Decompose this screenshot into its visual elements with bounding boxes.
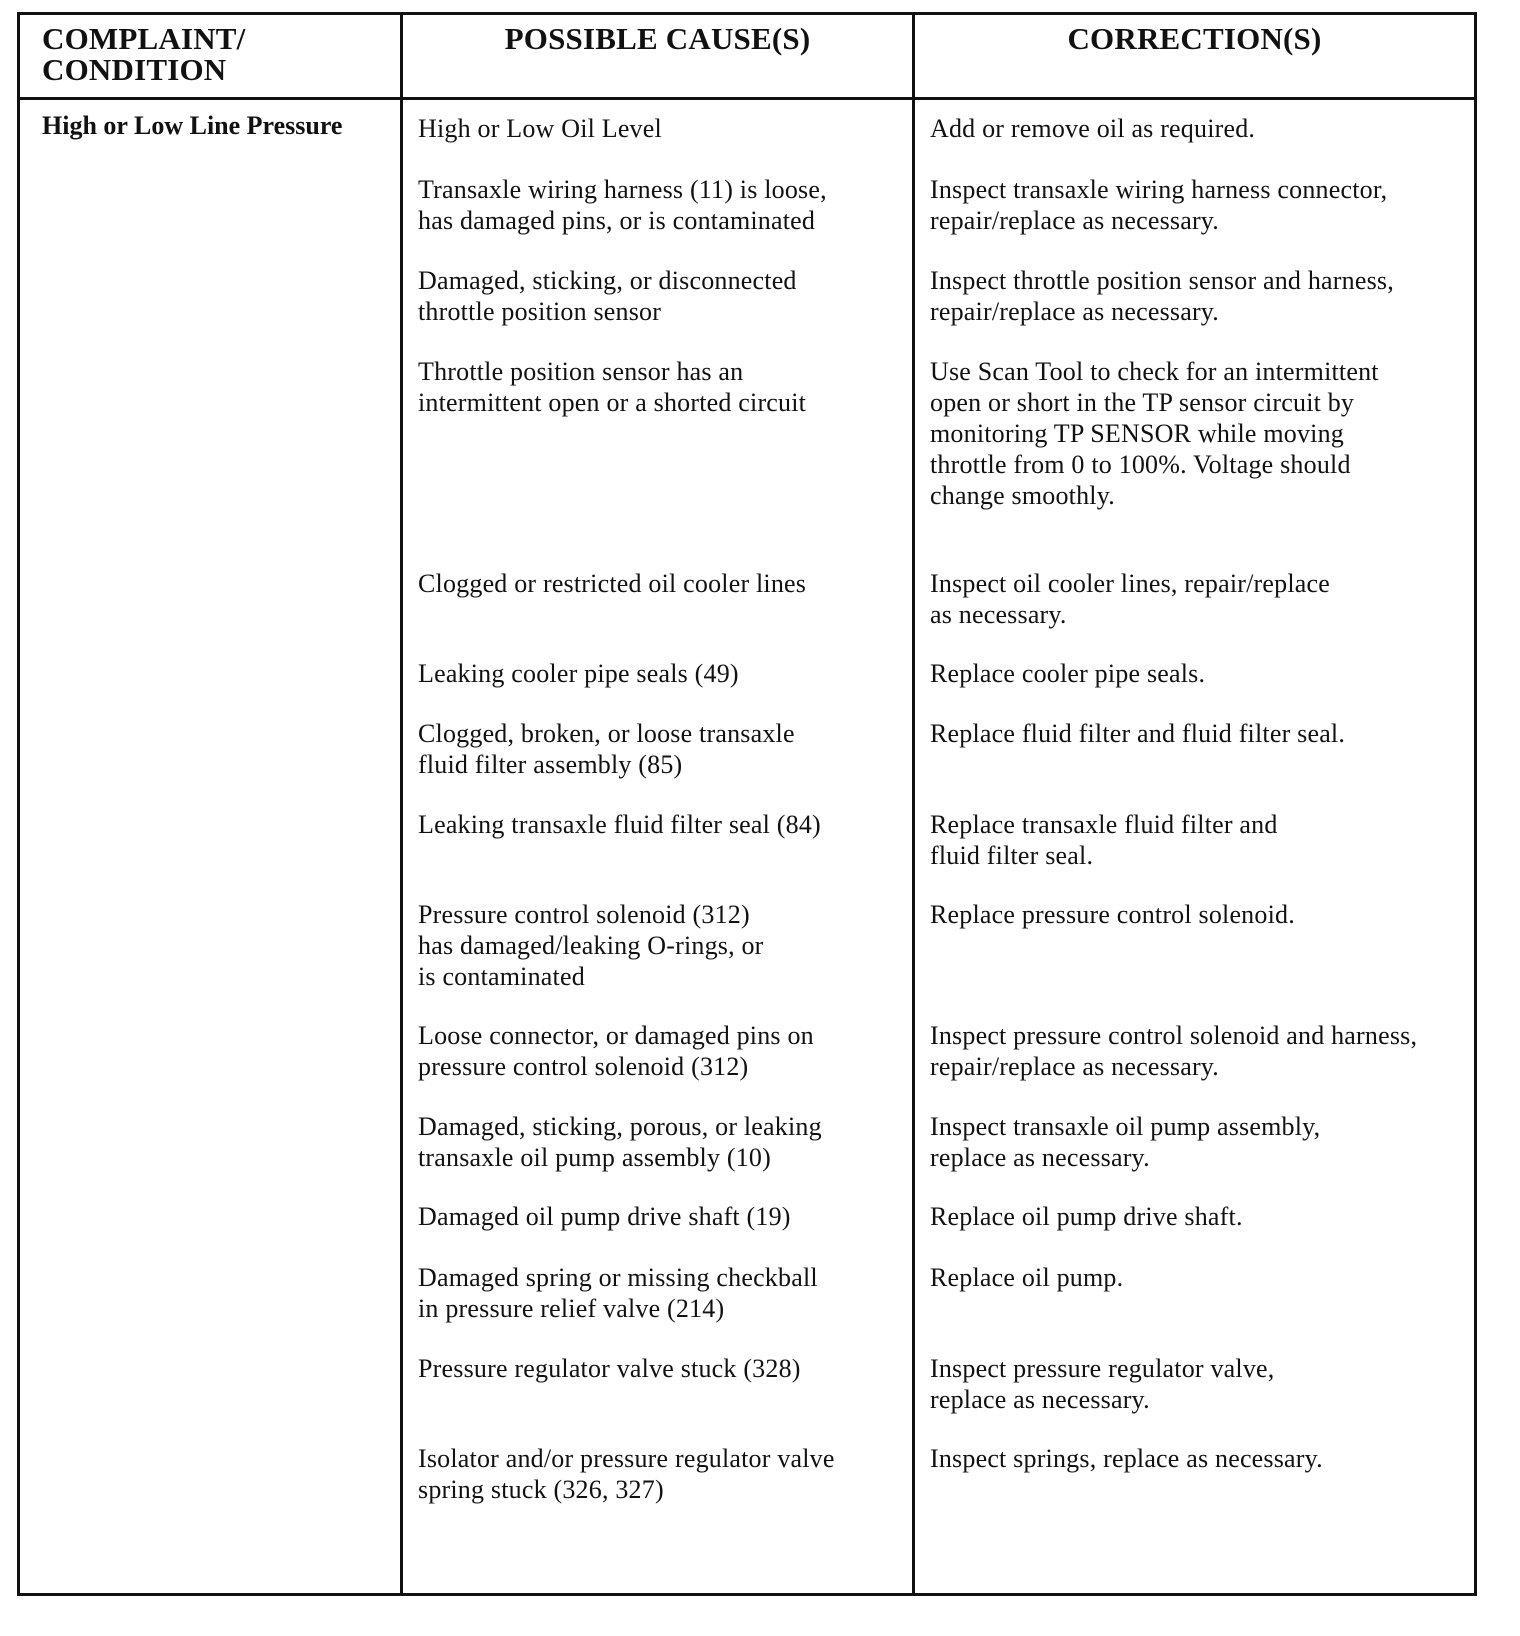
correction-text: Replace oil pump drive shaft.	[930, 1202, 1243, 1231]
correction-text: Inspect transaxle oil pump assembly, replace as necessary.	[930, 1112, 1321, 1172]
correction-text: Replace oil pump.	[930, 1263, 1124, 1292]
cause-text: Throttle position sensor has an intermittent open or a shorted circuit	[418, 357, 807, 417]
cause-text: Transaxle wiring harness (11) is loose, has damaged pins, or is contaminated	[418, 175, 827, 235]
correction-text: Replace transaxle fluid filter and fluid filter seal.	[930, 810, 1278, 870]
cause-text: Clogged or restricted oil cooler lines	[418, 569, 807, 598]
cause-text: Pressure regulator valve stuck (328)	[418, 1354, 801, 1383]
correction-text: Add or remove oil as required.	[930, 114, 1256, 143]
header-corrections: CORRECTION(S)	[1067, 21, 1322, 56]
troubleshooting-table	[17, 12, 1477, 1596]
correction-text: Inspect throttle position sensor and harness, repair/replace as necessary.	[930, 266, 1394, 326]
cause-text: Damaged, sticking, porous, or leaking transaxle oil pump assembly (10)	[418, 1112, 822, 1172]
cause-text: High or Low Oil Level	[418, 114, 662, 143]
correction-text: Inspect springs, replace as necessary.	[930, 1444, 1323, 1473]
column-divider	[912, 15, 915, 1593]
correction-text: Inspect transaxle wiring harness connector, repair/replace as necessary.	[930, 175, 1388, 235]
cause-text: Loose connector, or damaged pins on pressure control solenoid (312)	[418, 1021, 814, 1081]
cause-text: Clogged, broken, or loose transaxle fluid filter assembly (85)	[418, 719, 795, 779]
cause-text: Pressure control solenoid (312) has damaged/leaking O-rings, or is contaminated	[418, 900, 764, 991]
correction-text: Replace fluid filter and fluid filter seal.	[930, 719, 1346, 748]
cause-text: Isolator and/or pressure regulator valve spring stuck (326, 327)	[418, 1444, 835, 1504]
cause-text: Leaking cooler pipe seals (49)	[418, 659, 739, 688]
condition-label: High or Low Line Pressure	[42, 111, 343, 140]
correction-text: Replace pressure control solenoid.	[930, 900, 1295, 929]
cause-text: Damaged, sticking, or disconnected throttle position sensor	[418, 266, 797, 326]
correction-text: Inspect oil cooler lines, repair/replace as necessary.	[930, 569, 1330, 629]
header-complaint-condition: COMPLAINT/ CONDITION	[42, 21, 246, 87]
cause-text: Damaged spring or missing checkball in pressure relief valve (214)	[418, 1263, 818, 1323]
cause-text: Leaking transaxle fluid filter seal (84)	[418, 810, 821, 839]
correction-text: Inspect pressure regulator valve, replace as necessary.	[930, 1354, 1275, 1414]
correction-text: Replace cooler pipe seals.	[930, 659, 1206, 688]
header-divider	[20, 97, 1474, 100]
correction-text: Inspect pressure control solenoid and harness, repair/replace as necessary.	[930, 1021, 1418, 1081]
cause-text: Damaged oil pump drive shaft (19)	[418, 1202, 791, 1231]
column-divider	[400, 15, 403, 1593]
header-possible-causes: POSSIBLE CAUSE(S)	[504, 21, 811, 56]
correction-text: Use Scan Tool to check for an intermittent open or short in the TP sensor circuit by monitoring TP SENSOR while moving throttle from 0 to 100%. Voltage should change smoothly.	[930, 357, 1379, 510]
